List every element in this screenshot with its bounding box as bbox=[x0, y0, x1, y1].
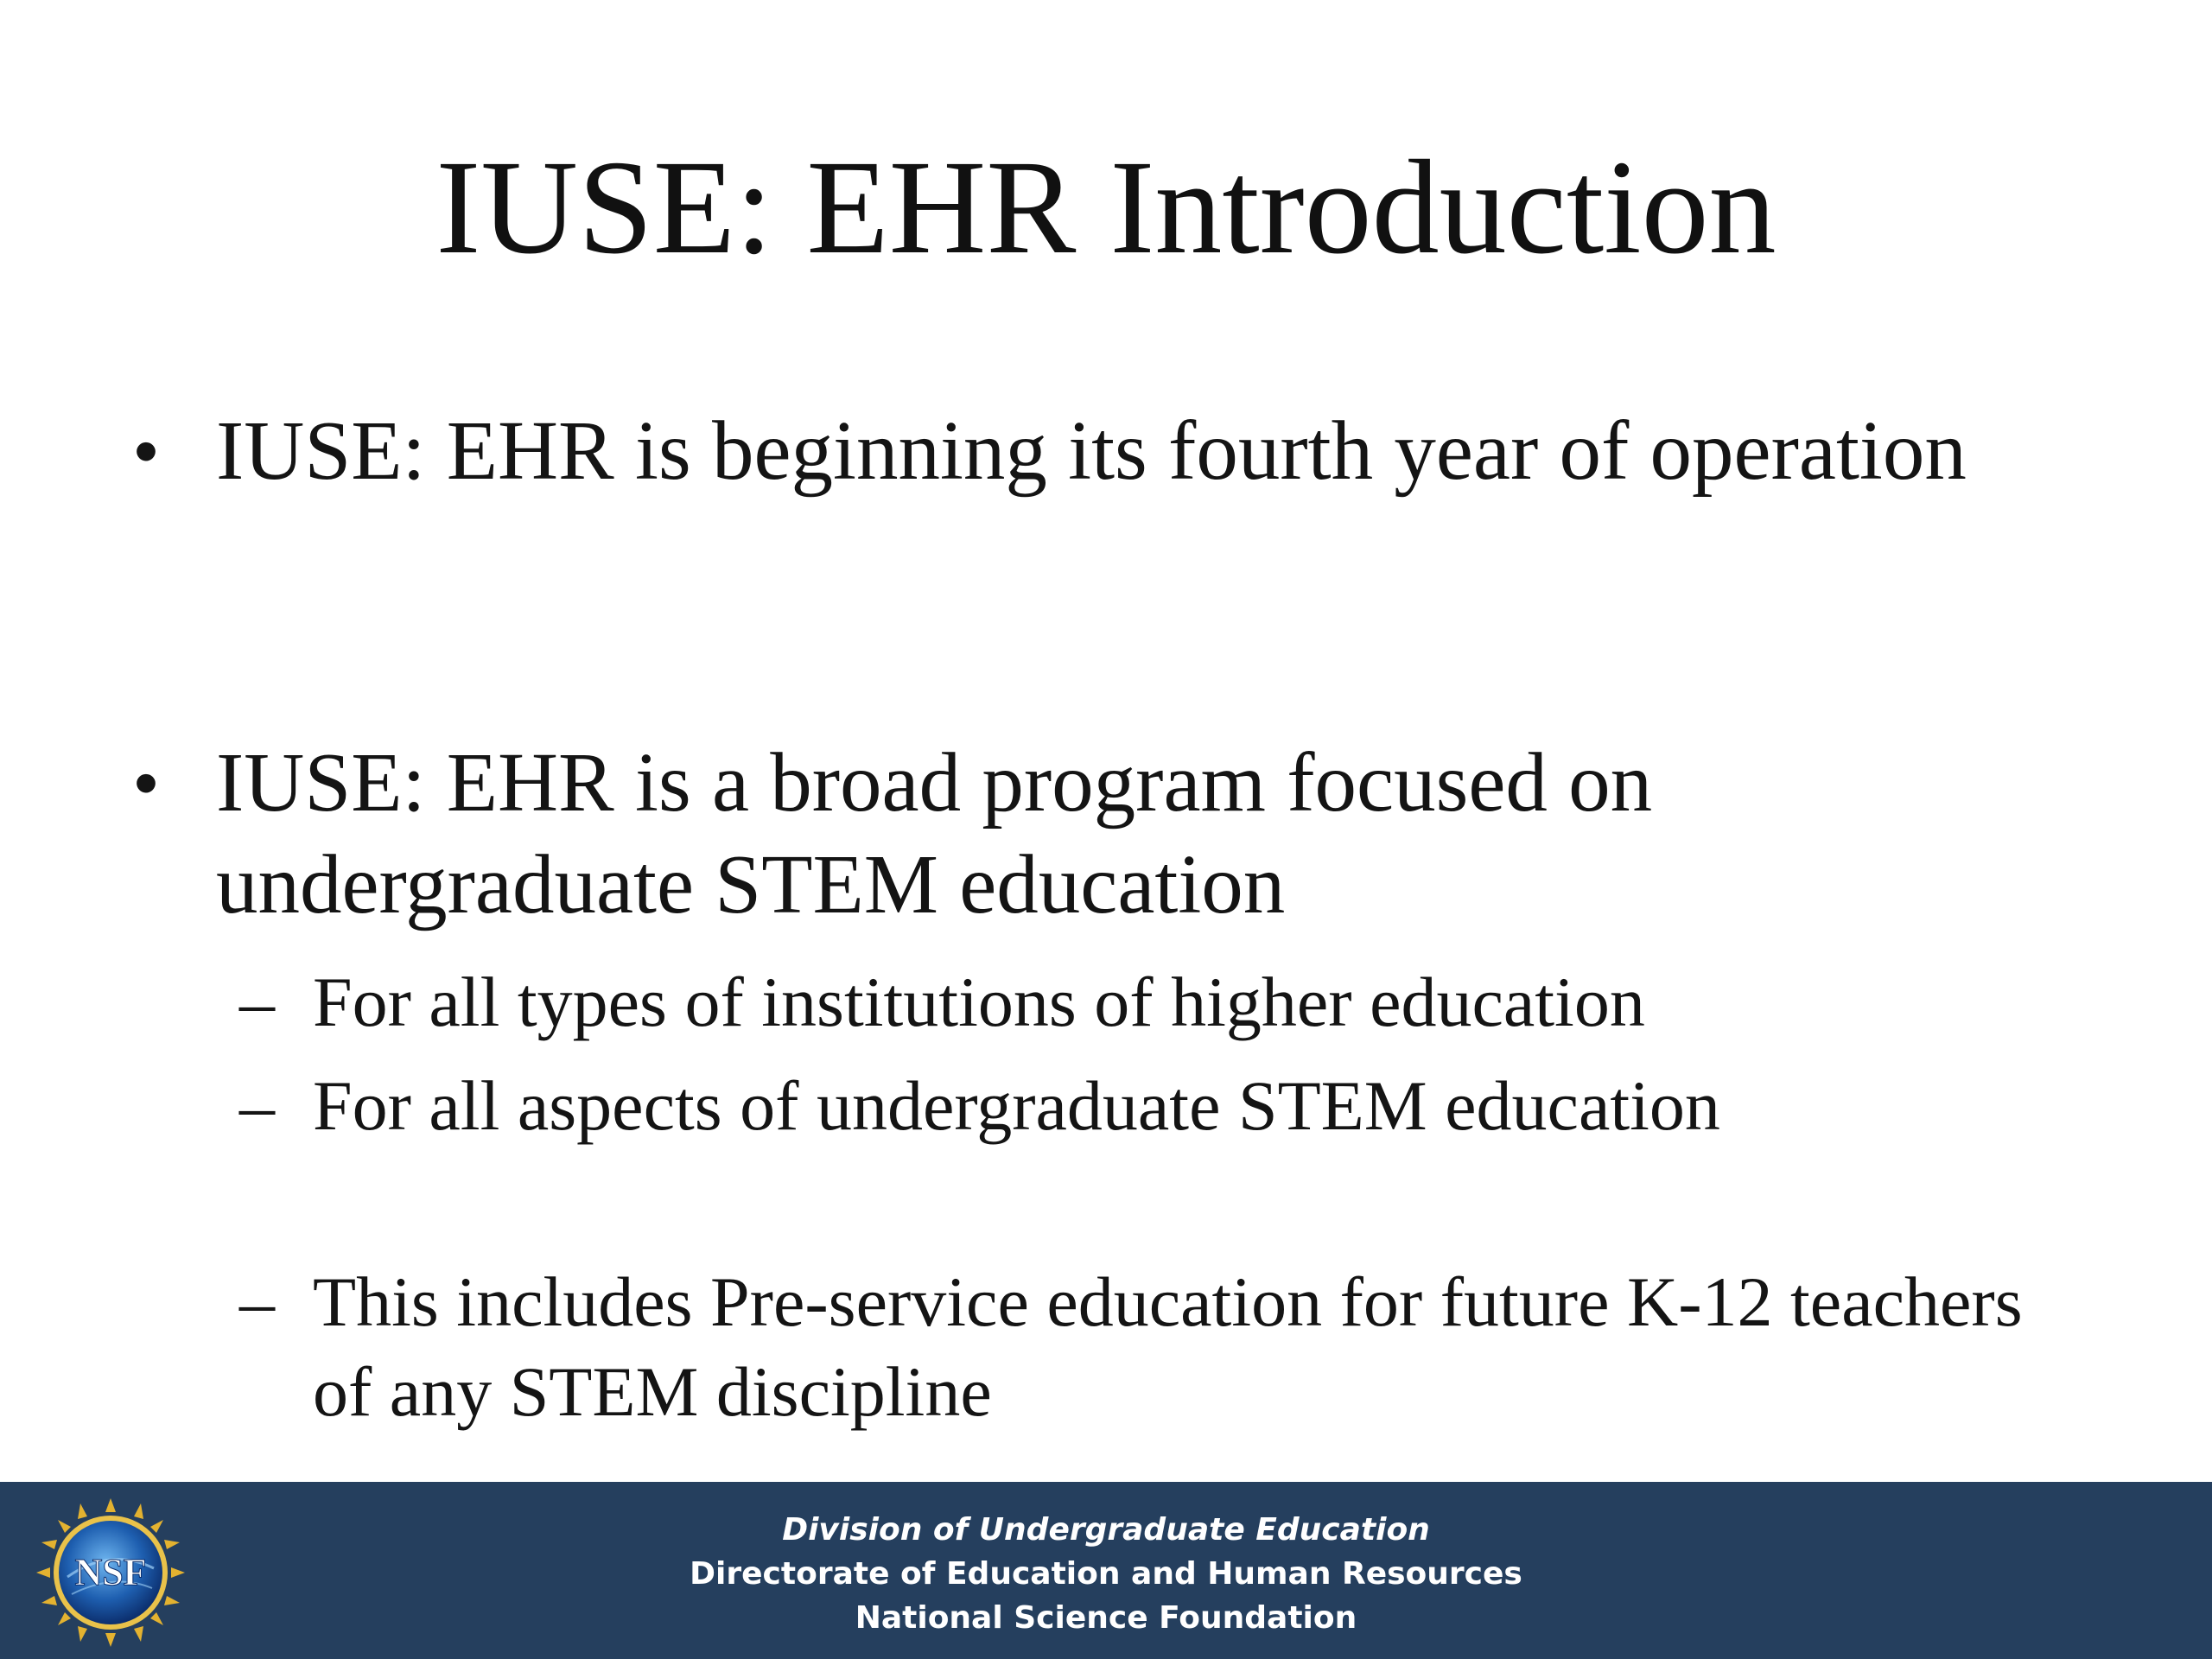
sub-bullet-text: This includes Pre-service education for future K-12 teachers of any STEM discipline bbox=[313, 1262, 2023, 1431]
sub-bullet-item bbox=[239, 1061, 1825, 1151]
sub-bullet-text: For all types of institutions of higher education bbox=[313, 963, 1645, 1041]
footer-foundation: National Science Foundation bbox=[855, 1600, 1357, 1636]
bullet-text: IUSE: EHR is beginning its fourth year of operation bbox=[216, 404, 1967, 497]
sub-bullet-item bbox=[239, 957, 2171, 1047]
bullet-text: IUSE: EHR is a broad program focused on undergraduate STEM education bbox=[216, 736, 1653, 931]
bullet-marker: • bbox=[134, 412, 159, 489]
sub-bullet-marker: – bbox=[239, 963, 275, 1041]
sub-bullet-marker: – bbox=[239, 1066, 275, 1145]
bullet-marker: • bbox=[134, 744, 159, 821]
footer-bar bbox=[0, 1482, 2212, 1659]
footer-text bbox=[0, 1508, 2212, 1640]
sub-bullet-item bbox=[239, 1257, 2093, 1437]
bullet-item bbox=[134, 732, 2143, 936]
slide-title: IUSE: EHR Introduction bbox=[435, 132, 1777, 282]
footer-directorate: Directorate of Education and Human Resources bbox=[690, 1556, 1522, 1592]
bullet-item bbox=[134, 400, 2143, 502]
footer-division: Division of Undergraduate Education bbox=[782, 1512, 1430, 1548]
nsf-logo-text: NSF bbox=[74, 1551, 147, 1593]
sub-bullet-marker: – bbox=[239, 1262, 275, 1341]
nsf-logo-icon bbox=[33, 1495, 188, 1650]
sub-bullet-text: For all aspects of undergraduate STEM education bbox=[313, 1066, 1720, 1145]
